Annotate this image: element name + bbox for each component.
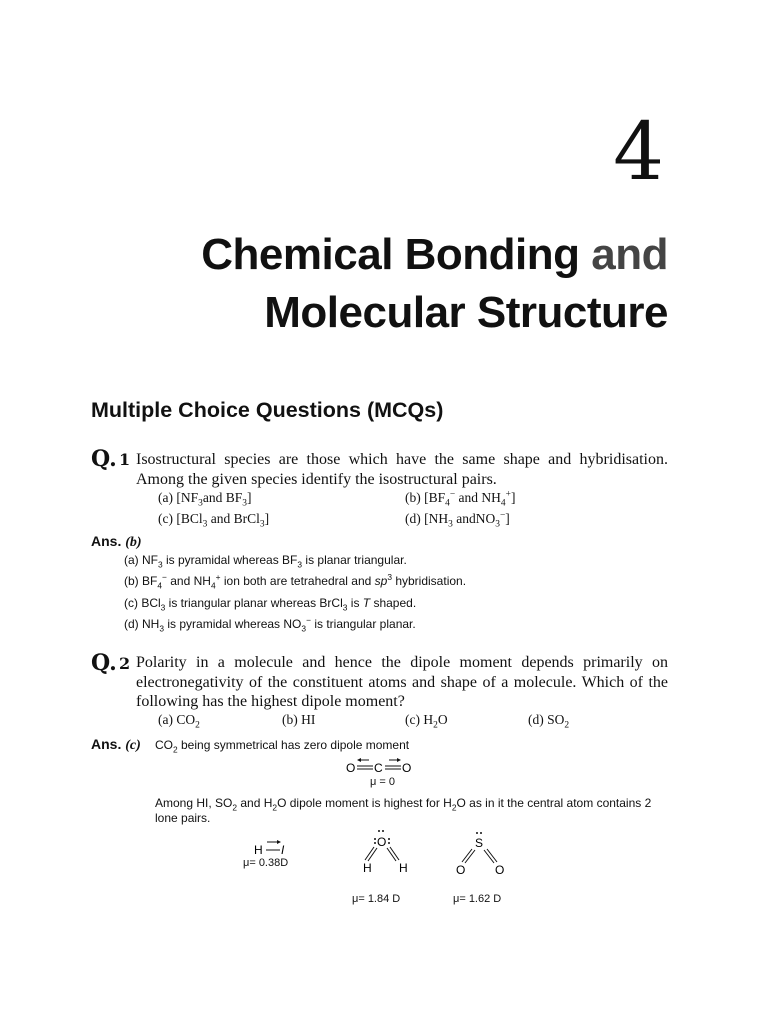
co2-c: C — [374, 761, 383, 775]
so2-mu: μ= 1.62 D — [453, 893, 502, 905]
q1-option-a: (a) [$NF_3and$ $BF_3$] — [158, 490, 252, 509]
so2-structure — [452, 830, 512, 876]
h2o-h-right: H — [399, 861, 408, 874]
q2-option-b: (b) HI — [282, 712, 316, 727]
co2-o-left: O — [346, 761, 356, 775]
h2o-h-left: H — [363, 861, 372, 874]
q1-answer: Ans. (b) — [91, 533, 142, 550]
q1-explanation-b: (b) $BF_4^-$ and $NH_4^+$ ion both are tetrahedral and $sp^3$ hybridisation. — [124, 572, 467, 591]
q1-option-b: (b) [$BF_4^-$ and $NH_4^+$] — [405, 489, 516, 509]
co2-o-right: O — [402, 761, 412, 775]
co2-structure — [340, 754, 420, 778]
q1-text: Isostructural species are those which have the same shape and hybridisation. Among the given species identify the isostructural pairs. — [136, 451, 668, 488]
so2-o-right: O — [495, 863, 505, 876]
chapter-number: 4 — [613, 105, 664, 198]
title-line2: Molecular Structure — [264, 288, 668, 337]
q1-explanation-c: (c) BCl$_3$ is triangular planar whereas BrCl$_3$ is T shaped. — [124, 596, 417, 613]
q1-option-d: (d) [$NH_3$ andNO$_3$−] — [405, 510, 510, 530]
hi-mu: μ= 0.38D — [243, 857, 289, 869]
so2-o-left: O — [456, 863, 466, 876]
title-and: and — [591, 230, 668, 279]
q2-text: Polarity in a molecule and hence the dipole moment depends primarily on electronegativity of the constituent atoms and shape of a molecule. Which of the following has the highest dipole moment? — [136, 654, 668, 710]
co2-mu: μ = 0 — [370, 776, 395, 788]
q2-number: 2 — [119, 654, 131, 673]
q1-number: 1 — [119, 450, 131, 469]
q2-among-text: Among HI, $SO_2$ and $H_2O$ dipole moment is highest for $H_2O$ as in it the central atom contains 2 lone pairs. — [155, 796, 652, 825]
q2-label: Q. — [91, 650, 117, 676]
q1-option-c: (c) [BCl$_3$ and BrCl$_3$] — [158, 511, 270, 530]
h2o-structure — [355, 826, 415, 874]
q1-explanation-a: (a) $NF_3$ is pyramidal whereas $BF_3$ is planar triangular. — [124, 553, 407, 570]
title-line1: Chemical Bonding — [201, 230, 580, 279]
q1-explanation-d: (d) $NH_3$ is pyramidal whereas $NO_3^-$ is triangular planar. — [124, 615, 416, 634]
section-heading: Multiple Choice Questions (MCQs) — [91, 398, 444, 422]
q2-answer: Ans. (c) — [91, 736, 141, 753]
hi-i: I — [281, 843, 285, 857]
h2o-o: O — [377, 835, 387, 849]
q1-label: Q. — [91, 446, 117, 472]
h2o-mu: μ= 1.84 D — [352, 893, 401, 905]
so2-s: S — [475, 836, 484, 850]
q2-answer-intro: $CO_2$ being symmetrical has zero dipole moment — [155, 738, 410, 755]
chapter-title — [201, 226, 668, 342]
hi-h: H — [254, 843, 263, 857]
q2-option-c: (c) $H_2O$ — [405, 712, 448, 731]
q2-option-a: (a) $CO_2$ — [158, 712, 200, 731]
q2-option-d: (d) $SO_2$ — [528, 712, 570, 731]
